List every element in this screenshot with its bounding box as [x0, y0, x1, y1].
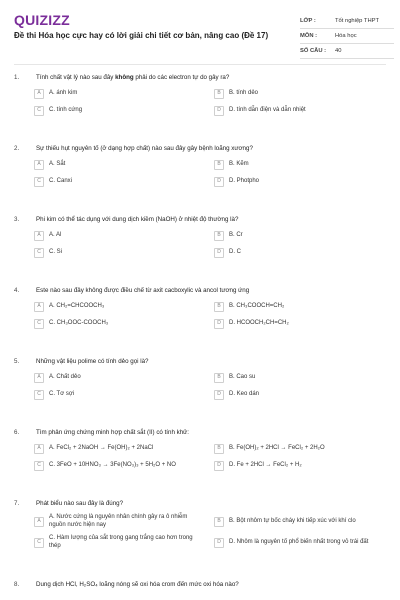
question-text: Những vật liệu polime có tính dẻo gọi là? — [36, 358, 149, 365]
option-d[interactable] — [214, 318, 384, 329]
option-letter-box: A — [34, 302, 44, 312]
option-letter-box: A — [34, 89, 44, 99]
option-text: A. Chất dẻo — [49, 373, 81, 380]
question-number: 8. — [14, 581, 20, 588]
question-text: Tìm phản ứng chứng minh hợp chất sắt (II) có tính khử: — [36, 429, 190, 436]
option-d[interactable] — [214, 247, 384, 258]
question-text: Phát biểu nào sau đây là đúng? — [36, 500, 124, 507]
option-d[interactable] — [214, 176, 384, 187]
option-text: C. 3FeO + 10HNO₃ → 3Fe(NO₃)₃ + 5H₂O + NO — [49, 461, 176, 468]
option-letter-box: B — [214, 160, 224, 170]
option-text: A. FeCl₂ + 2NaOH → Fe(OH)₂ + 2NaCl — [49, 444, 154, 451]
question-number: 6. — [14, 429, 20, 436]
option-b[interactable] — [214, 88, 384, 99]
option-letter-box: D — [214, 248, 224, 258]
question-number: 3. — [14, 216, 20, 223]
question-number: 7. — [14, 500, 20, 507]
meta-value: Tốt nghiệp THPT — [335, 18, 380, 24]
question-3 — [14, 215, 386, 286]
option-text: A. Al — [49, 231, 62, 238]
option-letter-box: B — [214, 444, 224, 454]
option-text: C. Si — [49, 248, 63, 255]
option-b[interactable] — [214, 372, 384, 383]
worksheet-title: Đề thi Hóa học cực hay có lời giải chi tiết cơ bản, nâng cao (Đề 17) — [14, 31, 269, 40]
question-5 — [14, 357, 386, 428]
option-letter-box: C — [34, 538, 44, 548]
option-letter-box: A — [34, 231, 44, 241]
option-letter-box: A — [34, 517, 44, 527]
option-text: D. Photpho — [229, 177, 260, 184]
option-text: A. CH₂=CHCOOCH₃ — [49, 302, 105, 309]
question-number: 2. — [14, 145, 20, 152]
option-d[interactable] — [214, 535, 384, 550]
option-text: D. Nhôm là nguyên tố phổ biến nhất trong vỏ trái đất — [229, 538, 369, 545]
header-divider — [14, 64, 386, 65]
option-letter-box: D — [214, 461, 224, 471]
option-letter-box: D — [214, 319, 224, 329]
meta-row-subject — [300, 29, 394, 44]
option-letter-box: B — [214, 517, 224, 527]
option-d[interactable] — [214, 460, 384, 471]
question-text: Phi kim có thể tác dụng với dung dịch kiềm (NaOH) ở nhiệt độ thường là? — [36, 216, 239, 223]
worksheet-header — [0, 0, 400, 58]
option-letter-box: C — [34, 319, 44, 329]
option-text: B. Bột nhôm tự bốc cháy khi tiếp xúc với khí clo — [229, 517, 356, 524]
option-letter-box: D — [214, 177, 224, 187]
option-text: B. Fe(OH)₂ + 2HCl → FeCl₂ + 2H₂O — [229, 444, 325, 451]
meta-label: MÔN : — [300, 33, 318, 39]
option-b[interactable] — [214, 301, 384, 312]
option-letter-box: D — [214, 390, 224, 400]
option-text: B. Kẽm — [229, 160, 249, 167]
option-a[interactable] — [34, 514, 204, 529]
option-letter-box: B — [214, 231, 224, 241]
question-4 — [14, 286, 386, 357]
option-letter-box: B — [214, 373, 224, 383]
option-c[interactable] — [34, 535, 204, 550]
option-b[interactable] — [214, 230, 384, 241]
option-b[interactable] — [214, 443, 384, 454]
option-text: C. Canxi — [49, 177, 73, 184]
option-text: C. CH₃OOC-COOCH₃ — [49, 319, 109, 326]
question-1 — [14, 73, 386, 144]
option-text: D. HCOOCH₂CH=CH₂ — [229, 319, 289, 326]
option-a[interactable] — [34, 88, 204, 99]
option-text: B. Cr — [229, 231, 243, 238]
option-letter-box: B — [214, 302, 224, 312]
option-text: C. Tơ sợi — [49, 390, 75, 397]
option-letter-box: C — [34, 390, 44, 400]
option-text: B. Cao su — [229, 373, 256, 380]
option-text: A. ánh kim — [49, 89, 78, 96]
option-letter-box: A — [34, 444, 44, 454]
option-c[interactable] — [34, 247, 204, 258]
meta-row-count — [300, 44, 394, 59]
quizizz-logo: QUIZIZZ — [14, 12, 70, 28]
meta-row-class — [300, 14, 394, 29]
option-letter-box: A — [34, 160, 44, 170]
option-a[interactable] — [34, 372, 204, 383]
question-6 — [14, 428, 386, 499]
option-letter-box: C — [34, 248, 44, 258]
question-number: 4. — [14, 287, 20, 294]
meta-value: Hóa học — [335, 33, 357, 39]
question-text: Dung dịch HCl, H₂SO₄ loãng nóng sẽ oxi hóa crom đến mức oxi hóa nào? — [36, 581, 239, 588]
option-letter-box: C — [34, 106, 44, 116]
meta-label: LỚP : — [300, 18, 316, 24]
option-text: B. tính dẻo — [229, 89, 259, 96]
option-text: C. tính cứng — [49, 106, 83, 113]
option-letter-box: B — [214, 89, 224, 99]
option-text: D. Fe + 2HCl → FeCl₂ + H₂ — [229, 461, 302, 468]
option-b[interactable] — [214, 159, 384, 170]
meta-label: SỐ CÂU : — [300, 48, 327, 54]
option-text: C. Hàm lượng của sắt trong gang trắng cao hơn trong thép — [49, 535, 193, 549]
question-text: Este nào sau đây không được điều chế từ axit cacboxylic và ancol tương ứng — [36, 287, 250, 294]
option-letter-box: C — [34, 461, 44, 471]
question-text: Tính chất vật lý nào sau đây không phải do các electron tự do gây ra? — [36, 74, 230, 81]
option-a[interactable] — [34, 230, 204, 241]
question-7 — [14, 499, 386, 580]
option-letter-box: C — [34, 177, 44, 187]
option-d[interactable] — [214, 389, 384, 400]
question-text: Sự thiếu hụt nguyên tố (ở dạng hợp chất) nào sau đây gây bệnh loãng xương? — [36, 145, 253, 152]
option-a[interactable] — [34, 301, 204, 312]
option-d[interactable] — [214, 105, 384, 116]
option-text: D. C — [229, 248, 241, 255]
worksheet-meta — [300, 14, 394, 59]
option-letter-box: A — [34, 373, 44, 383]
question-8 — [14, 580, 386, 600]
question-2 — [14, 144, 386, 215]
option-a[interactable] — [34, 443, 204, 454]
option-letter-box: D — [214, 538, 224, 548]
option-text: A. Nước cứng là nguyên nhân chính gây ra ô nhiễm nguồn nước hiện nay — [49, 514, 188, 528]
option-c[interactable] — [34, 105, 204, 116]
option-c[interactable] — [34, 389, 204, 400]
option-a[interactable] — [34, 159, 204, 170]
question-number: 5. — [14, 358, 20, 365]
question-list — [0, 73, 400, 600]
question-number: 1. — [14, 74, 20, 81]
option-c[interactable] — [34, 176, 204, 187]
option-b[interactable] — [214, 514, 384, 529]
option-text: A. Sắt — [49, 160, 66, 167]
option-text: B. CH₃COOCH=CH₂ — [229, 302, 285, 309]
option-c[interactable] — [34, 318, 204, 329]
option-letter-box: D — [214, 106, 224, 116]
meta-value: 40 — [335, 48, 342, 54]
option-text: D. Keo dán — [229, 390, 260, 397]
option-c[interactable] — [34, 460, 204, 471]
option-text: D. tính dẫn điện và dẫn nhiệt — [229, 106, 306, 113]
